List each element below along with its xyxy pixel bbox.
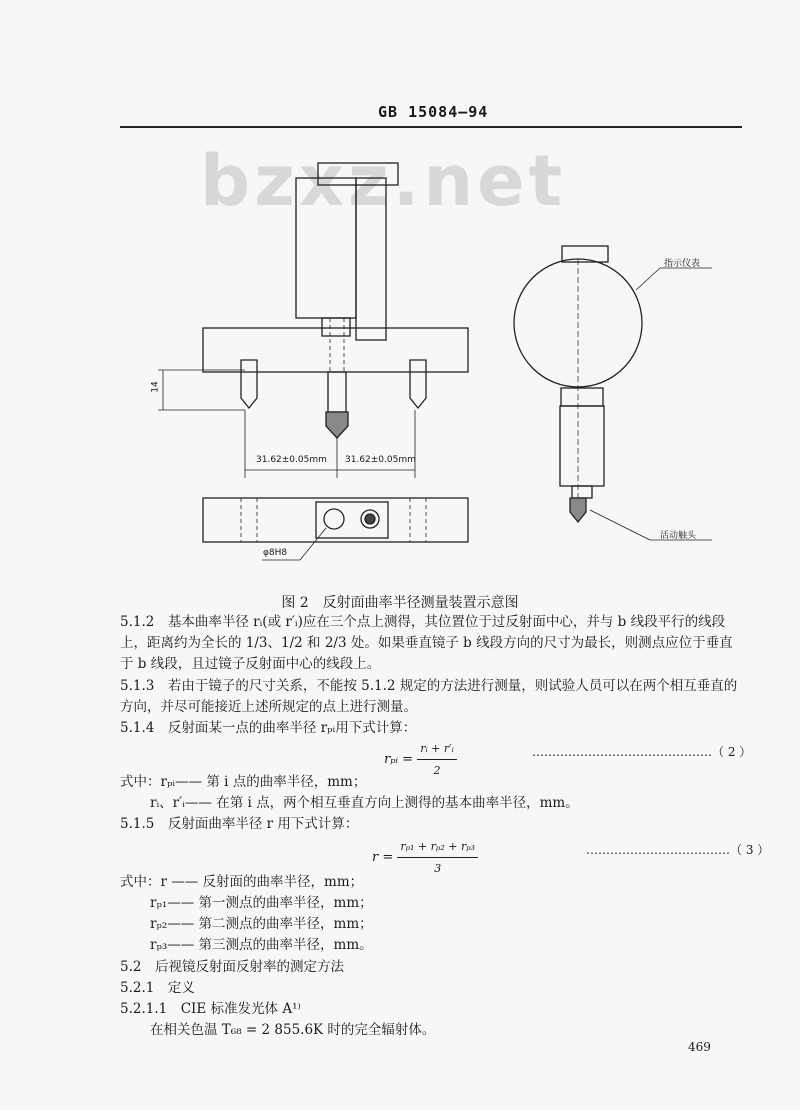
probe-label: 活动触头 — [660, 531, 697, 541]
section-5-2-1: 5.2.1 定义 — [120, 980, 195, 996]
figure-caption: 图 2 反射面曲率半径测量装置示意图 — [281, 595, 519, 611]
hole-circle — [324, 509, 344, 529]
watermark: bzxz.net — [200, 140, 567, 222]
dim-right-label: 31.62±0.05mm — [345, 455, 416, 465]
center-rod — [328, 372, 346, 412]
where-2-b: rᵢ、r′ᵢ—— 在第 i 点，两个相互垂直方向上测得的基本曲率半径，mm。 — [150, 795, 579, 811]
equation-2-number: ………………………………………（ 2 ） — [532, 745, 752, 759]
section-5-1-3: 5.1.3 若由于镜子的尺寸关系，不能按 5.1.2 规定的方法进行测量，则试验人员可以在两个相互垂直的方向，并尽可能接近上述所规定的点上进行测量。 — [120, 678, 738, 715]
hole-diameter-label: φ8H8 — [263, 548, 288, 558]
base-block — [203, 328, 468, 372]
right-leg — [410, 360, 426, 408]
eq2-lhs: rₚᵢ = — [384, 752, 414, 767]
section-5-2-1-1-body: 在相关色温 T₆₈ = 2 855.6K 时的完全辐射体。 — [150, 1022, 436, 1038]
section-5-1-2: 5.1.2 基本曲率半径 rᵢ(或 r′ᵢ)应在三个点上测得，其位置位于过反射面中心，并与 b 线段平行的线段上，距离约为全长的 1/3、1/2 和 2/3 处。如果垂直镜子 b 线段方向的尺寸为最长，则测点应位于垂直于 b 线段，且过镜子反射面中心的线段上。 — [120, 614, 733, 672]
dim-height-label: 14 — [150, 381, 161, 393]
where-2-a: 式中：rₚᵢ—— 第 i 点的曲率半径，mm； — [120, 774, 367, 790]
indicator-side — [356, 178, 386, 340]
side-stem — [560, 406, 604, 486]
eq3-lhs: r = — [372, 850, 394, 865]
section-5-1-5: 5.1.5 反射面曲率半径 r 用下式计算： — [120, 816, 359, 832]
where-3-a: 式中：r —— 反射面的曲率半径，mm； — [120, 874, 364, 890]
left-leg — [241, 360, 257, 408]
page-number: 469 — [688, 1040, 711, 1054]
eq2-denominator: 2 — [433, 764, 441, 777]
measurement-device-figure — [0, 120, 800, 590]
where-3-b: rₚ₁—— 第一测点的曲率半径，mm； — [150, 895, 373, 911]
equation-3-number: ………………………………（ 3 ） — [586, 843, 770, 857]
indicator-body — [296, 178, 356, 318]
indicator-label: 指示仪表 — [664, 259, 701, 269]
section-5-1-4: 5.1.4 反射面某一点的曲率半径 rₚᵢ用下式计算： — [120, 720, 417, 736]
where-3-c: rₚ₂—— 第二测点的曲率半径，mm； — [150, 916, 373, 932]
eq2-numerator: rᵢ + r′ᵢ — [417, 738, 457, 760]
standard-number: GB 15084—94 — [378, 103, 489, 121]
probe-tip — [326, 412, 348, 438]
eq3-denominator: 3 — [434, 862, 442, 875]
section-5-2-1-1: 5.2.1.1 CIE 标准发光体 A¹⁾ — [120, 1001, 301, 1017]
dim-left-label: 31.62±0.05mm — [256, 455, 327, 465]
section-5-2: 5.2 后视镜反射面反射率的测定方法 — [120, 959, 344, 975]
eq3-numerator: rₚ₁ + rₚ₂ + rₚ₃ — [397, 836, 478, 858]
where-3-d: rₚ₃—— 第三测点的曲率半径，mm。 — [150, 937, 373, 953]
plan-view-block — [203, 498, 468, 542]
